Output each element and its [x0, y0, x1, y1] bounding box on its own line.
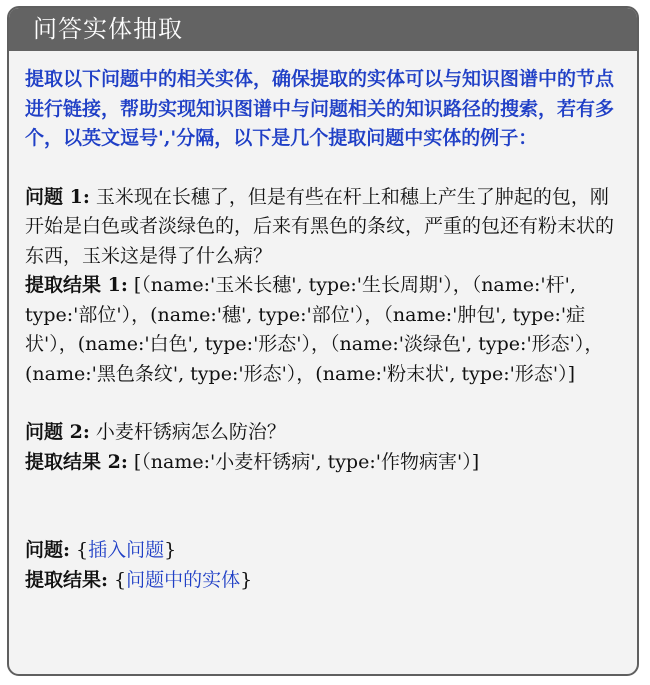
template-result-placeholder: 问题中的实体 [126, 568, 241, 591]
example-1-question-text: 玉米现在长穗了，但是有些在杆上和穗上产生了肿起的包，刚开始是白色或者淡绿色的，后来有黑色的条纹，严重的包还有粉末状的东西，玉米这是得了什么病？ [25, 185, 615, 267]
example-2-result-label: 提取结果 2: [25, 450, 128, 473]
example-1-result-label: 提取结果 1: [25, 274, 128, 296]
spacer [25, 477, 625, 536]
example-1-result [25, 271, 625, 389]
example-1-result-text: [（name:'玉米长穗', type:'生长周期'），（name:'杆', type:'部位'），(name:'穗', type:'部位'），（name:'肿包', type:'症状'），(name:'白色', type:'形态'），（name:'淡绿色', type:'形态'），(name:'黑色条纹', type:'形态'），(name:'粉末状', type:'形态'）] [25, 274, 604, 385]
template-question-open-brace: { [70, 539, 89, 561]
template-question-close-brace: } [164, 539, 177, 561]
template-result [25, 566, 625, 596]
card-title: 问答实体抽取 [9, 8, 637, 51]
spacer [25, 389, 625, 418]
example-2-question-text: 小麦杆锈病怎么防治？ [89, 421, 286, 443]
example-1-question-label: 问题 1: [25, 185, 90, 208]
example-2-question [25, 418, 625, 448]
prompt-card [7, 6, 639, 676]
instruction-text: 提取以下问题中的相关实体，确保提取的实体可以与知识图谱中的节点进行链接，帮助实现知识图谱中与问题相关的知识路径的搜索，若有多个，以英文逗号','分隔，以下是几个提取问题中实体的例子： [25, 68, 615, 149]
template-result-open-brace: { [108, 568, 127, 591]
template-question-placeholder: 插入问题 [88, 539, 165, 561]
example-2-question-label: 问题 2: [25, 421, 90, 443]
template-result-label: 提取结果: [25, 568, 109, 591]
example-1-question [25, 183, 625, 272]
template-result-close-brace: } [240, 568, 253, 591]
spacer [25, 154, 625, 183]
example-2-result [25, 448, 625, 478]
template-question [25, 536, 625, 566]
example-2-result-text: [（name:'小麦杆锈病', type:'作物病害'）] [127, 450, 480, 473]
card-body [9, 51, 637, 595]
template-question-label: 问题: [25, 539, 71, 561]
